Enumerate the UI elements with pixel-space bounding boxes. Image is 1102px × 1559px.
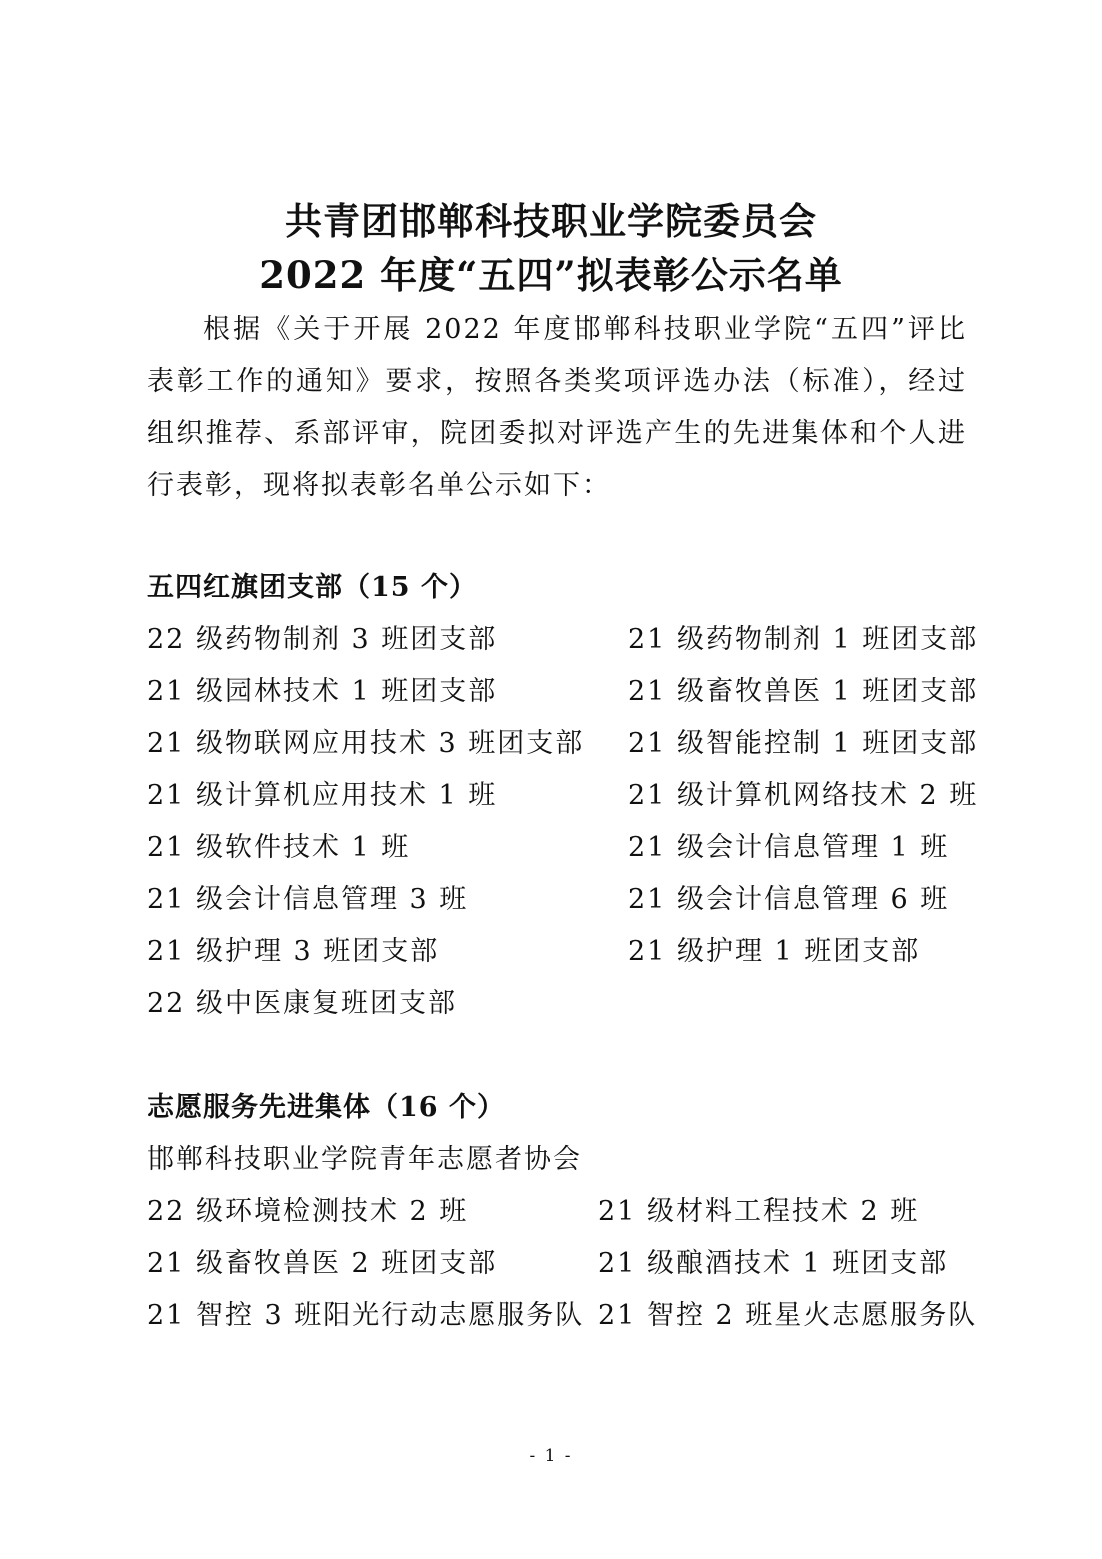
list-row: [147, 614, 977, 666]
list-item: 21 智控 2 班星火志愿服务队: [598, 1300, 978, 1331]
list-item: 21 级畜牧兽医 2 班团支部: [147, 1248, 498, 1279]
list-row: [147, 666, 977, 718]
section-heading-volunteer-collective: 志愿服务先进集体（16 个）: [147, 1092, 505, 1123]
list-item: 21 级计算机网络技术 2 班: [628, 780, 979, 811]
list-item: 邯郸科技职业学院青年志愿者协会: [147, 1144, 582, 1175]
section-heading-honor-branch: 五四红旗团支部（15 个）: [147, 572, 477, 603]
list-item: 21 级护理 3 班团支部: [147, 936, 440, 967]
list-row: [147, 1134, 977, 1186]
list-item: 21 级会计信息管理 6 班: [628, 884, 950, 915]
list-row: [147, 822, 977, 874]
list-item: 21 级物联网应用技术 3 班团支部: [147, 728, 585, 759]
page-number: - 1 -: [529, 1446, 573, 1466]
list-item: 21 级会计信息管理 3 班: [147, 884, 469, 915]
list-row: [147, 770, 977, 822]
list-row: [147, 1238, 977, 1290]
list-item: 21 级会计信息管理 1 班: [628, 832, 950, 863]
list-row: [147, 1186, 977, 1238]
list-item: 21 级畜牧兽医 1 班团支部: [628, 676, 979, 707]
list-item: 21 级酿酒技术 1 班团支部: [598, 1248, 949, 1279]
list-item: 21 级软件技术 1 班: [147, 832, 411, 863]
list-item: 21 级材料工程技术 2 班: [598, 1196, 920, 1227]
list-item: 21 级药物制剂 1 班团支部: [628, 624, 979, 655]
list-item: 22 级中医康复班团支部: [147, 988, 457, 1019]
list-item: 21 智控 3 班阳光行动志愿服务队: [147, 1300, 585, 1331]
list-row: [147, 874, 977, 926]
intro-paragraph: [147, 304, 967, 512]
list-item: 21 级护理 1 班团支部: [628, 936, 921, 967]
list-item: 22 级环境检测技术 2 班: [147, 1196, 469, 1227]
list-row: [147, 926, 977, 978]
list-row: [147, 718, 977, 770]
list-item: 21 级计算机应用技术 1 班: [147, 780, 498, 811]
list-item: 21 级园林技术 1 班团支部: [147, 676, 498, 707]
intro-text: 根据《关于开展 2022 年度邯郸科技职业学院“五四”评比表彰工作的通知》要求，按照各类奖项评选办法（标准），经过组织推荐、系部评审，院团委拟对评选产生的先进集体和个人进行表彰，现将拟表彰名单公示如下：: [147, 314, 967, 501]
list-item: 21 级智能控制 1 班团支部: [628, 728, 979, 759]
list-row: [147, 978, 977, 1030]
document-title-line-1: 共青团邯郸科技职业学院委员会: [285, 199, 817, 243]
list-item: 22 级药物制剂 3 班团支部: [147, 624, 498, 655]
document-title-line-2: 2022 年度“五四”拟表彰公示名单: [259, 253, 843, 297]
list-row: [147, 1290, 977, 1342]
